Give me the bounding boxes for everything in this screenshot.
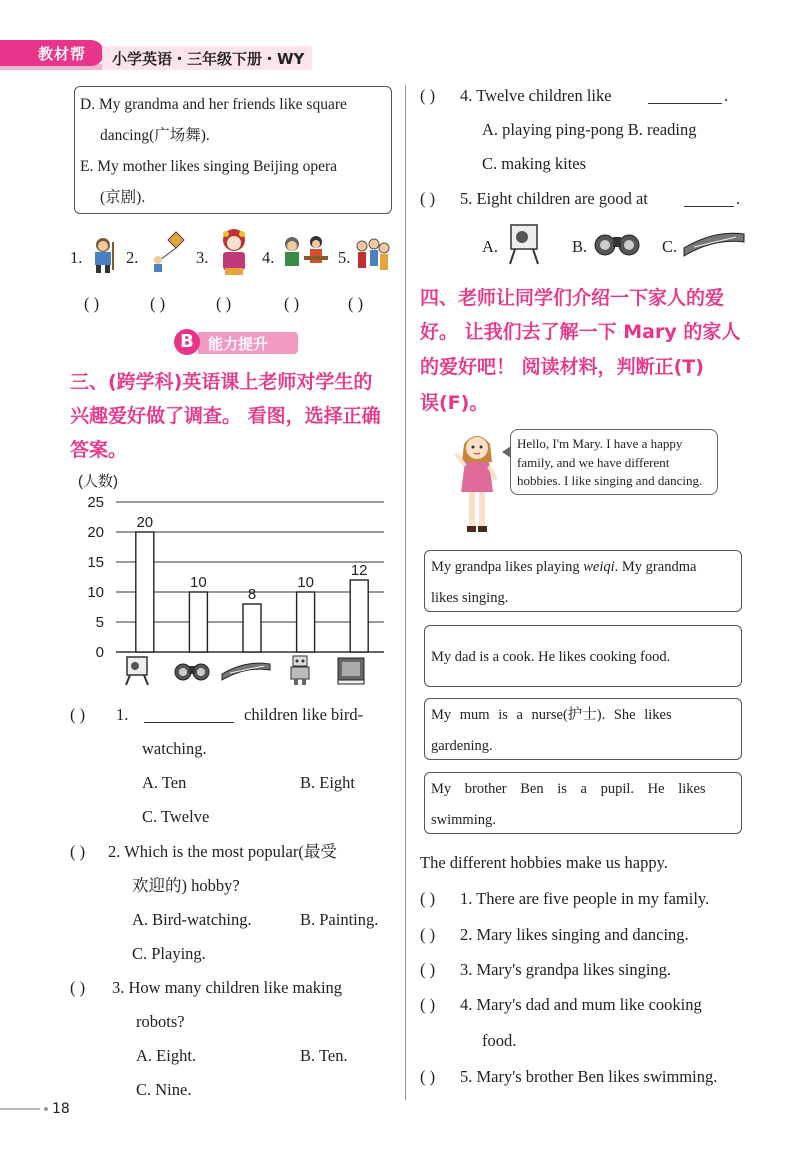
q4-heading-line3: 的爱好吧！ 阅读材料，判断正(T) [420,356,704,378]
picture-num-3: 3. [196,248,209,267]
chart-ytick-label: 20 [87,524,104,541]
tf-1-text: 1. There are five people in my family. [460,889,710,908]
q4-heading-line1: 四、老师让同学们介绍一下家人的爱 [420,287,725,309]
chart-bar [297,592,315,652]
picture-num-4: 4. [262,248,275,267]
q3-4-option-ab: A. playing ping-pong B. reading [482,120,697,139]
q3-2-option-a: A. Bird-watching. [132,910,252,929]
q3-1-option-b: B. Eight [300,773,356,792]
q3-heading-line2: 兴趣爱好做了调查。 看图，选择正确 [70,405,381,427]
q3-1-text: children like bird- [244,705,364,724]
chart-bar [350,580,368,652]
boy-flying-kite-icon [146,230,188,274]
picture-answer-2[interactable]: ( ) [150,294,166,313]
tf-intro: The different hobbies make us happy. [420,853,668,872]
q3-5-option-a: A. [482,237,499,256]
speech-line2: family, and we have different [517,455,670,470]
q3-4-text: 4. Twelve children like [460,86,612,105]
option-e-line2: (京剧). [100,189,146,206]
page-number: 18 [52,1101,70,1117]
tf-4-text2: food. [482,1031,517,1050]
picture-answer-4[interactable]: ( ) [284,294,300,313]
q3-2-text2: 欢迎的) hobby? [132,876,240,895]
speech-line1: Hello, I'm Mary. I have a happy [517,436,683,451]
q3-3-paren[interactable]: ( ) [70,978,86,997]
tf-5-paren[interactable]: ( ) [420,1067,436,1086]
q3-2-text: 2. Which is the most popular(最受 [108,842,337,861]
mum-line2: gardening. [431,738,493,754]
option-e-line1: E. My mother likes singing Beijing opera [80,158,338,175]
chart-ytick-label: 10 [87,584,104,601]
chart-ytick-label: 5 [95,614,104,631]
q3-5-option-c: C. [662,237,678,256]
q4-heading-line4: 误(F)。 [420,392,489,414]
grandparents-line2: likes singing. [431,590,509,606]
painting-easel-icon [122,654,152,686]
q3-2-option-c: C. Playing. [132,944,206,963]
picture-answer-1[interactable]: ( ) [84,294,100,313]
beijing-opera-girl-icon [214,228,254,276]
q3-1-paren[interactable]: ( ) [70,705,86,724]
binoculars-icon [174,658,210,682]
chart-data-label: 10 [297,574,314,591]
section-b-letter: B [174,329,200,355]
chart-bar [136,532,154,652]
q3-3-option-c: C. Nine. [136,1080,192,1099]
option-d-line1: D. My grandma and her friends like square [80,96,347,113]
section-b-label: 能力提升 [208,335,269,353]
chart-data-label: 20 [136,514,154,531]
q3-2-paren[interactable]: ( ) [70,842,86,861]
chart-data-label: 12 [350,562,368,579]
robot-icon [286,654,314,686]
chart-data-label: 8 [247,586,257,603]
picture-num-1: 1. [70,248,83,267]
q3-4-end: . [724,86,729,105]
tf-4-paren[interactable]: ( ) [420,995,436,1014]
brother-line1: My brother Ben is a pupil. He likes [431,781,706,797]
q3-3-text: 3. How many children like making [112,978,343,997]
chart-data-label: 10 [190,574,207,591]
tf-1-paren[interactable]: ( ) [420,889,436,908]
picture-num-2: 2. [126,248,139,267]
tf-3-paren[interactable]: ( ) [420,960,436,979]
q3-heading-line3: 答案。 [70,439,128,461]
q3-heading-line1: 三、(跨学科)英语课上老师对学生的 [70,371,373,393]
grandma-dancing-icon [280,234,334,274]
chart-ytick-label: 25 [87,494,104,511]
q3-1-option-a: A. Ten [142,773,187,792]
column-divider [405,85,406,1100]
speech-bubble-tail [502,446,511,458]
dad-text: My dad is a cook. He likes cooking food. [431,649,671,665]
tf-2-paren[interactable]: ( ) [420,925,436,944]
option-d-line2: dancing(广场舞). [100,127,210,144]
mum-line1: My mum is a nurse(护士). She likes [431,707,672,723]
q4-heading-line2: 好。 让我们去了解一下 Mary 的家人 [420,321,741,343]
grandparents-line1: My grandpa likes playing weiqi. My grandma [431,559,697,575]
footer-line [0,1108,40,1110]
q3-4-blank[interactable] [648,103,722,104]
children-singing-icon [354,236,390,276]
q3-1-option-c: C. Twelve [142,807,210,826]
chart-ytick-label: 15 [87,554,104,571]
footer-dot [44,1107,48,1111]
painting-easel-icon [506,222,542,266]
q3-1-number: 1. [116,705,129,724]
q3-5-text: 5. Eight children are good at [460,189,648,208]
tf-3-text: 3. Mary's grandpa likes singing. [460,960,672,979]
q3-5-end: . [736,189,741,208]
q3-3-option-b: B. Ten. [300,1046,348,1065]
book-icon [334,654,368,686]
guzheng-icon [682,228,746,258]
q3-2-option-b: B. Painting. [300,910,379,929]
header-title: 小学英语・三年级下册・WY [112,50,305,68]
q3-4-paren[interactable]: ( ) [420,86,436,105]
speech-line3: hobbies. I like singing and dancing. [517,473,703,488]
chart-ytick-label: 0 [95,644,104,661]
chart-bar [243,604,261,652]
chart-ylabel: (人数) [78,473,118,490]
q3-1-text2: watching. [142,739,207,758]
brand-label: 教材帮 [38,45,87,63]
chart-bar [189,592,207,652]
boy-playing-erhu-icon [86,236,120,274]
q3-5-paren[interactable]: ( ) [420,189,436,208]
q3-3-text2: robots? [136,1012,185,1031]
picture-answer-3[interactable]: ( ) [216,294,232,313]
q3-5-option-b: B. [572,237,588,256]
tf-4-text: 4. Mary's dad and mum like cooking [460,995,702,1014]
tf-2-text: 2. Mary likes singing and dancing. [460,925,689,944]
brother-line2: swimming. [431,812,496,828]
q3-5-blank[interactable] [684,206,734,207]
q3-3-option-a: A. Eight. [136,1046,197,1065]
q3-4-option-c: C. making kites [482,154,587,173]
mary-girl-icon [452,428,502,534]
guzheng-icon [220,658,272,682]
picture-answer-5[interactable]: ( ) [348,294,364,313]
q3-1-blank[interactable] [144,722,234,723]
binoculars-icon [594,228,640,258]
picture-num-5: 5. [338,248,351,267]
tf-5-text: 5. Mary's brother Ben likes swimming. [460,1067,718,1086]
